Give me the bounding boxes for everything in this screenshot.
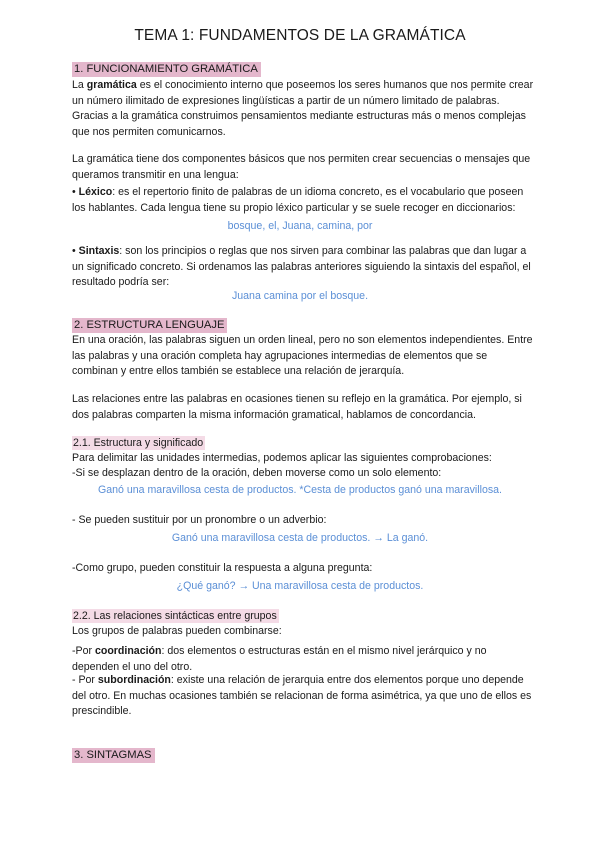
subsection-2-2-heading: 2.2. Las relaciones sintácticas entre grupos: [73, 610, 277, 622]
subsection-2-2-paragraph-1: Los grupos de palabras pueden combinarse:: [72, 625, 282, 637]
subsection-2-1-heading: 2.1. Estructura y significado: [73, 437, 204, 449]
document-title: TEMA 1: FUNDAMENTOS DE LA GRAMÁTICA: [134, 27, 466, 44]
section-3-heading: 3. SINTAGMAS: [72, 748, 155, 763]
subordinacion-definition: [72, 673, 534, 720]
bullet: •: [72, 186, 79, 198]
term-lexico: Léxico: [78, 186, 113, 198]
subsection-2-1-heading-row: [72, 436, 534, 452]
text: - Por: [72, 674, 98, 686]
sintaxis-example: Juana camina por el bosque.: [231, 290, 369, 302]
term-subordinacion: subordinación: [97, 674, 171, 686]
subsection-2-1-paragraph-3: - Se pueden sustituir por un pronombre o un adverbio:: [72, 514, 327, 526]
sintaxis-definition: [72, 244, 534, 291]
text: -Por: [72, 645, 95, 657]
term-coordinacion: coordinación: [94, 645, 162, 657]
text: es el conocimiento interno que poseemos los seres humanos que nos permite crear un número ilimitado de expresiones lingüísticas a partir de un número limitado de palabras. Gracias a la gramática construimos pensamientos mediante estructuras más o menos complejas que nos permiten comunicarnos.: [72, 79, 534, 138]
text: : existe una relación de jerarquia entre dos elementos porque uno depende del otro. En muchas ocasiones también se relacionan de forma asimétrica, ya que uno de ellos es prescindible.: [72, 674, 532, 717]
text: La: [72, 79, 87, 91]
section-1-paragraph-2: La gramática tiene dos componentes básicos que nos permiten crear secuencias o mensajes que queramos transmitir en una lengua:: [72, 153, 531, 181]
term-gramatica: gramática: [86, 79, 137, 91]
coordinacion-definition: [72, 644, 534, 675]
subsection-2-1-paragraph-2: -Si se desplazan dentro de la oración, deben moverse como un solo elemento:: [72, 467, 442, 479]
text: : dos elementos o estructuras están en el mismo nivel jerárquico y no dependen el uno del otro.: [72, 645, 487, 673]
section-2-paragraph-2: Las relaciones entre las palabras en ocasiones tienen su reflejo en la gramática. Por ejemplo, si dos palabras comparten la misma información gramatical, hablamos de concordancia.: [72, 393, 522, 421]
section-3-heading-row: [72, 748, 534, 764]
example-displacement: Ganó una maravillosa cesta de productos. *Cesta de productos ganó una maravillosa.: [98, 484, 502, 496]
text: : son los principios o reglas que nos sirven para combinar las palabras que dan lugar a un significado concreto. Si ordenamos las palabras anteriores siguiendo la sintaxis del español, el resultado podría ser:: [72, 245, 531, 288]
subsection-2-2-heading-row: [72, 609, 534, 625]
subsection-2-1-paragraph-1: Para delimitar las unidades intermedias, podemos aplicar las siguientes comprobaciones:: [72, 452, 492, 464]
section-1-paragraph-1: [72, 78, 534, 140]
term-sintaxis: Sintaxis: [78, 245, 120, 257]
example-question: ¿Qué ganó? → Una maravillosa cesta de productos.: [176, 580, 424, 592]
subsection-2-1-paragraph-4: -Como grupo, pueden constituir la respuesta a alguna pregunta:: [72, 562, 373, 574]
section-2-heading-row: [72, 318, 534, 334]
section-1-heading: 1. FUNCIONAMIENTO GRAMÁTICA: [72, 62, 261, 77]
example-substitution: Ganó una maravillosa cesta de productos. → La ganó.: [171, 532, 429, 544]
section-2-paragraph-1: En una oración, las palabras siguen un orden lineal, pero no son elementos independientes. Entre las palabras y una oración completa hay agrupaciones intermedias de elementos que se combinan y entre ellos también se establece una relación de jerarquía.: [72, 334, 533, 377]
section-1-heading-row: [72, 62, 534, 78]
section-2-heading: 2. ESTRUCTURA LENGUAJE: [72, 318, 227, 333]
lexico-example: bosque, el, Juana, camina, por: [227, 220, 373, 232]
text: : es el repertorio finito de palabras de un idioma concreto, es el vocabulario que poseen los hablantes. Cada lengua tiene su propio léxico particular y se suele recoger en diccionarios:: [72, 186, 524, 214]
bullet: •: [72, 245, 79, 257]
lexico-definition: [72, 185, 534, 216]
